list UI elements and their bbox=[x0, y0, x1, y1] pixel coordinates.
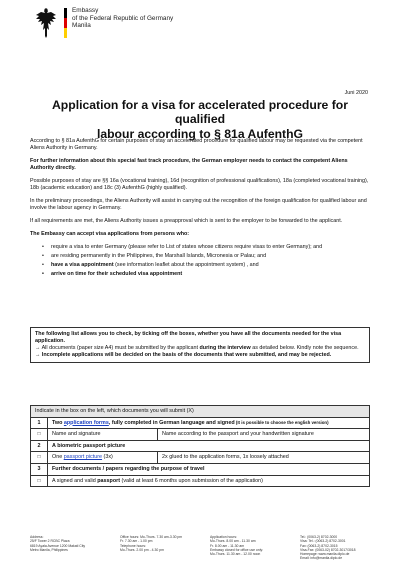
passport-picture-link[interactable]: passport picture bbox=[63, 454, 103, 461]
table-header-row bbox=[31, 406, 369, 417]
checkbox[interactable]: □ bbox=[31, 452, 48, 463]
embassy-line: Manila bbox=[72, 22, 91, 30]
title-line: Application for a visa for accelerated procedure for qualified bbox=[52, 98, 348, 127]
note-bold: during the interview bbox=[199, 345, 251, 351]
note-text: → All documents (paper size A4) must be submitted by the applicant bbox=[35, 345, 200, 351]
cell-right: 2x glued to the application forms, 1x loosely attached bbox=[162, 454, 289, 461]
embassy-header bbox=[34, 6, 173, 40]
document-date: Juni 2020 bbox=[344, 90, 368, 96]
note-line: → Incomplete applications will be decided on the basis of the documents that were submitted, and may be rejected. bbox=[35, 352, 332, 358]
list-item-bold: have a visa appointment bbox=[51, 262, 114, 268]
document-title bbox=[34, 98, 366, 141]
checklist-note-box bbox=[30, 327, 370, 363]
embassy-name bbox=[72, 7, 173, 30]
table-row bbox=[31, 417, 369, 429]
application-forms-link[interactable]: application forms bbox=[63, 419, 109, 426]
preapproval-paragraph: If all requirements are met, the Aliens Authority issues a preapproval which is sent to the employer to be forwarded to the applicant. bbox=[30, 218, 343, 224]
list-item bbox=[42, 244, 370, 251]
flag-bar-red bbox=[64, 18, 67, 28]
documents-table bbox=[30, 405, 370, 487]
purposes-paragraph: Possible purposes of stay are §§ 16a (vocational training), 16d (recognition of professional qualifications), 18a (completed vocational training), 18b (academic education) and 18c (3) AufenthG (highly qualified). bbox=[30, 178, 369, 191]
checkbox[interactable]: □ bbox=[31, 429, 48, 440]
eligibility-heading: The Embassy can accept visa applications from persons who: bbox=[30, 231, 190, 237]
page-footer bbox=[30, 535, 370, 561]
note-line: The following list allows you to check, by ticking off the boxes, whether you have all the documents needed for the visa application. bbox=[35, 331, 342, 344]
further-info-paragraph: For further information about this special fast track procedure, the German employer needs to contact the competent Aliens Authority directly. bbox=[30, 158, 348, 171]
eagle-emblem-icon bbox=[34, 6, 58, 40]
cell-text: (3x) bbox=[102, 454, 113, 461]
section-title: A biometric passport picture bbox=[52, 442, 126, 449]
cell-text: A signed and valid bbox=[52, 477, 98, 484]
cell-text: (valid at least 6 months upon submission of the application) bbox=[120, 477, 263, 484]
title-line: labour according to § 81a AufenthG bbox=[96, 126, 304, 141]
document-body bbox=[30, 138, 370, 284]
list-item-text: require a visa to enter Germany (please refer to List of states whose citizens require visas to enter Germany); and bbox=[51, 244, 323, 250]
flag-bar-gold bbox=[64, 28, 67, 38]
section-number: 1 bbox=[31, 418, 48, 429]
footer-address: Address: 25/F Tower 2 RCBC Plaza 6819 Ayala Avenue 1200 Makati City Metro Manila, Philippines bbox=[30, 535, 86, 552]
footer-office-hours: Office hours: Mo-Thurs. 7.30 am-3.30 pm Fr. 7.30 am - 1.00 pm Telephone hours: Mo-Thurs. 2.00 pm - 4.30 pm bbox=[120, 535, 183, 552]
embassy-line: of the Federal Republic of Germany bbox=[72, 14, 174, 22]
intro-paragraph: According to § 81a AufenthG for certain purposes of stay an accelerated procedure for qualified labour may be requested via the competent Aliens Authority in Germany. bbox=[30, 138, 363, 151]
section-title bbox=[48, 418, 333, 429]
table-row bbox=[31, 440, 369, 452]
list-item-text: are residing permanently in the Philippines, the Marshall Islands, Micronesia or Palau; and bbox=[51, 253, 267, 259]
row-split bbox=[48, 429, 369, 440]
note-line bbox=[35, 345, 365, 352]
cell-full bbox=[48, 476, 267, 487]
section-title: Further documents / papers regarding the purpose of travel bbox=[52, 465, 205, 472]
proceedings-paragraph: In the preliminary proceedings, the Aliens Authority will assist in carrying out the recognition of the foreign qualification for qualified labour and involve the labour agency in Germany. bbox=[30, 198, 367, 211]
eligibility-list bbox=[42, 244, 370, 278]
table-row bbox=[31, 428, 369, 440]
section-note: (It is possible to choose the english version) bbox=[234, 419, 329, 425]
note-text: as detailed below. Kindly note the sequence. bbox=[250, 345, 359, 351]
section-number: 3 bbox=[31, 464, 48, 475]
list-item-text: arrive on time for their scheduled visa appointment bbox=[51, 271, 183, 277]
footer-application-hours: Application hours: Mo-Thurs. 8.00 am - 11.30 am Fr. 8.00 am - 11.30 am Embassy closed for office use only: Mo-Thurs. 11.30 am - 12.00 noon bbox=[210, 535, 264, 557]
table-row bbox=[31, 475, 369, 487]
table-row bbox=[31, 463, 369, 475]
table-header: Indicate in the box on the left, which documents you will submit (X) bbox=[35, 408, 194, 414]
flag-bar-black bbox=[64, 8, 67, 18]
cell-left bbox=[48, 452, 158, 463]
footer-contact: Tel.: (0063-2) 8702-3000 Visa: Tel.: (0063-2) 8702-3001 Fax: (0063-2) 8702-3015 Visa-Fax: (0063-02) 8702-3017/3018 Homepage: www.manila.diplo.de Email: info@manila.diplo.de bbox=[300, 535, 356, 561]
cell-text: One bbox=[52, 454, 64, 461]
embassy-line: Embassy bbox=[72, 7, 99, 14]
section-text: , fully completed in German language and signed bbox=[108, 419, 235, 426]
list-item bbox=[42, 271, 370, 278]
cell-bold: passport bbox=[97, 477, 121, 484]
flag-bars bbox=[64, 8, 67, 38]
table-row bbox=[31, 451, 369, 463]
row-split bbox=[48, 452, 369, 463]
list-item bbox=[42, 262, 370, 269]
list-item-text: (see information leaflet about the appointment system) , and bbox=[113, 262, 259, 268]
section-text: Two bbox=[52, 419, 64, 426]
checkbox[interactable]: □ bbox=[31, 476, 48, 487]
cell-right: Name according to the passport and your handwritten signature bbox=[162, 431, 314, 438]
cell-left: Name and signature bbox=[48, 429, 158, 440]
section-number: 2 bbox=[31, 441, 48, 452]
list-item bbox=[42, 253, 370, 260]
